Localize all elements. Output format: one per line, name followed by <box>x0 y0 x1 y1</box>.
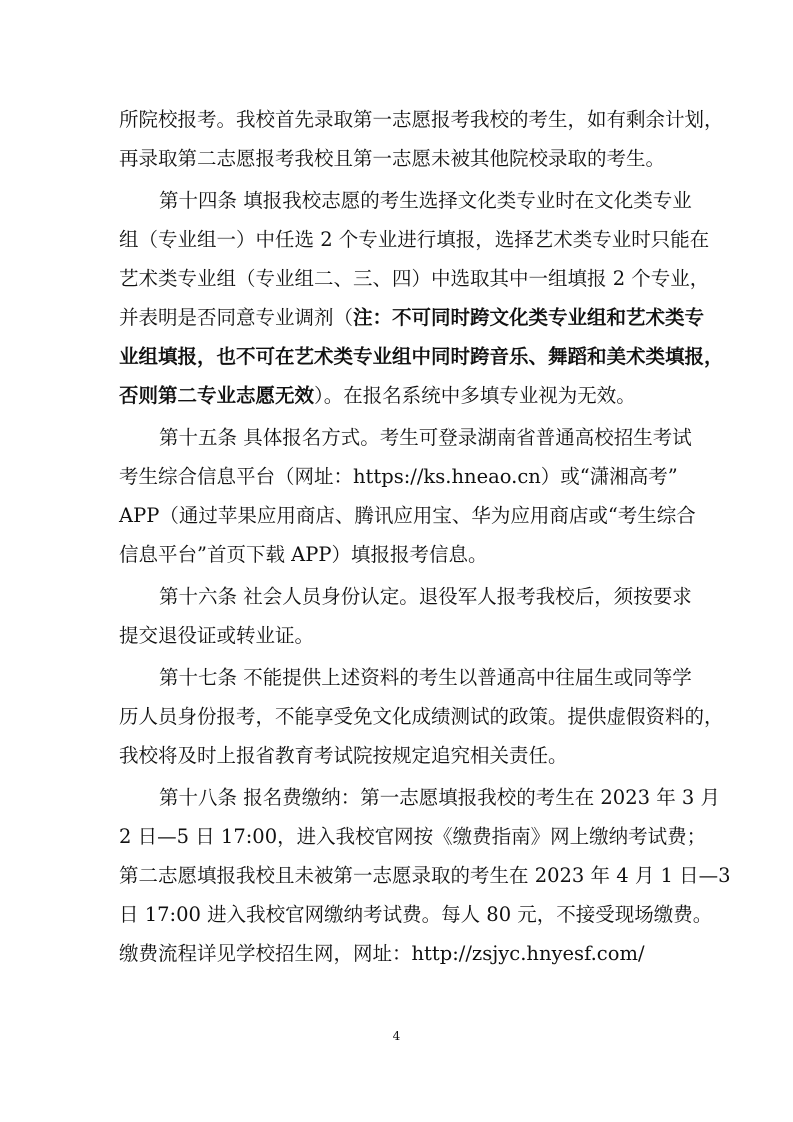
text-line: 第二志愿填报我校且未被第一志愿录取的考生在 2023 年 4 月 1 日—3 <box>119 864 731 887</box>
text-line: 第十五条 具体报名方式。考生可登录湖南省普通高校招生考试 <box>159 426 692 449</box>
paragraph-article-14 <box>119 181 724 415</box>
text-line <box>119 376 677 415</box>
text-line: 提交退役证或转业证。 <box>119 624 315 647</box>
text-line <box>119 337 724 376</box>
note-bold: 业组填报，也不可在艺术类专业组中同时跨音乐、舞蹈和美术类填报， <box>119 345 724 368</box>
text-line: 历人员身份报考，不能享受免文化成绩测试的政策。提供虚假资料的， <box>119 705 724 728</box>
text-line <box>119 298 705 337</box>
paragraph-article-17 <box>119 658 724 775</box>
text-line: 缴费流程详见学校招生网，网址：http://zsjyc.hnyesf.com/ <box>119 942 645 965</box>
paragraph-article-16 <box>119 577 692 655</box>
text-line: 艺术类专业组（专业组二、三、四）中选取其中一组填报 2 个专业， <box>119 267 710 290</box>
text-line: 组（专业组一）中任选 2 个专业进行填报，选择艺术类专业时只能在 <box>119 228 710 251</box>
text-line: 日 17:00 进入我校官网缴纳考试费。每人 80 元，不接受现场缴费。 <box>119 903 713 926</box>
text-line: 第十六条 社会人员身份认定。退役军人报考我校后，须按要求 <box>159 585 692 608</box>
text-line: 第十四条 填报我校志愿的考生选择文化类专业时在文化类专业 <box>159 189 692 212</box>
note-bold: 注：不可同时跨文化类专业组和艺术类专 <box>353 306 705 329</box>
paragraph-article-15 <box>119 418 696 574</box>
text-line: 信息平台”首页下载 APP）填报报考信息。 <box>119 543 488 566</box>
text-line: 所院校报考。我校首先录取第一志愿报考我校的考生，如有剩余计划， <box>119 108 724 131</box>
note-bold: 否则第二专业志愿无效 <box>119 384 315 407</box>
document-body <box>119 100 731 976</box>
text-line: 我校将及时上报省教育考试院按规定追究相关责任。 <box>119 744 568 767</box>
text-line: 再录取第二志愿报考我校且第一志愿未被其他院校录取的考生。 <box>119 147 666 170</box>
text-line: 第十八条 报名费缴纳：第一志愿填报我校的考生在 2023 年 3 月 <box>159 786 721 809</box>
paragraph-article-18 <box>119 778 731 973</box>
text-normal: ）。在报名系统中多填专业视为无效。 <box>314 384 636 407</box>
text-line: 第十七条 不能提供上述资料的考生以普通高中往届生或同等学 <box>159 666 692 689</box>
text-line: APP（通过苹果应用商店、腾讯应用宝、华为应用商店或“考生综合 <box>119 504 696 527</box>
page-number: 4 <box>392 1029 401 1043</box>
text-normal: 并表明是否同意专业调剂（ <box>119 306 354 329</box>
paragraph-13-continued <box>119 100 724 178</box>
text-line: 2 日—5 日 17:00，进入我校官网按《缴费指南》网上缴纳考试费； <box>119 825 707 848</box>
text-line: 考生综合信息平台（网址：https://ks.hneao.cn）或“潇湘高考” <box>119 465 678 488</box>
